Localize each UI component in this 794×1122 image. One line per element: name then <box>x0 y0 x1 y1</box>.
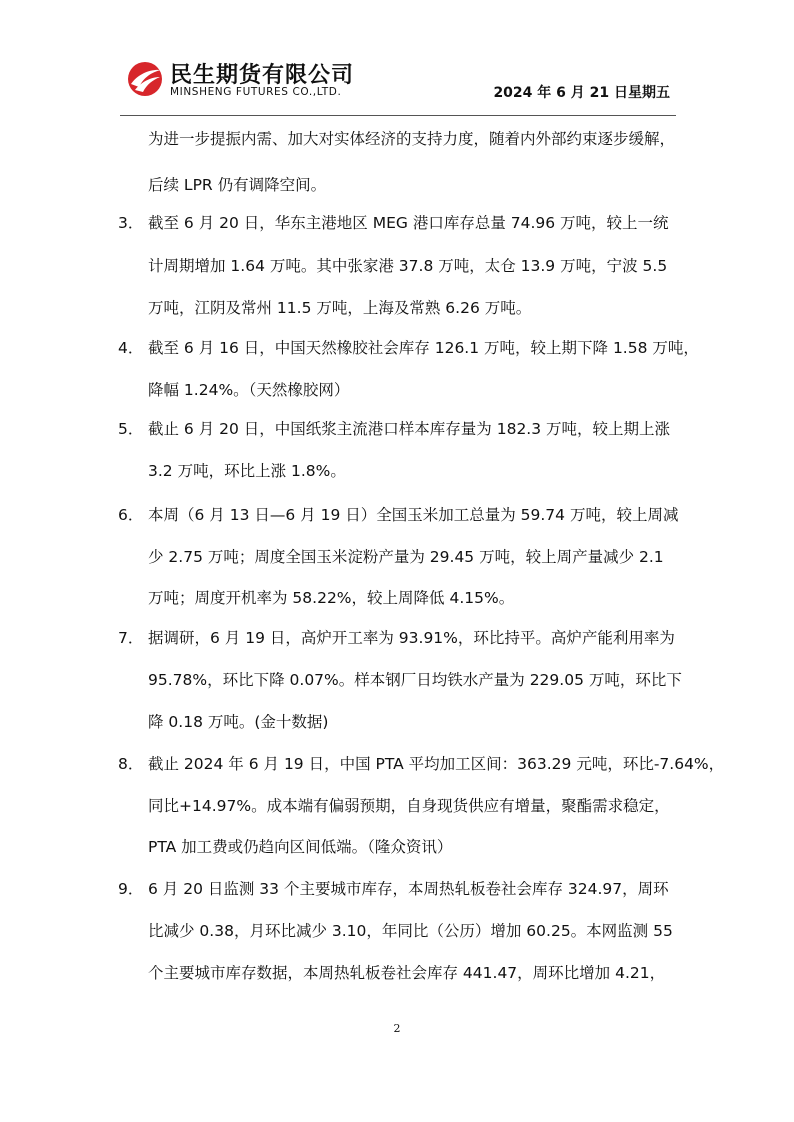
text-line: 后续 LPR 仍有调降空间。 <box>148 176 327 194</box>
text-line: 降 0.18 万吨。(金十数据) <box>148 713 329 731</box>
text-line: 比减少 0.38，月环比减少 3.10，年同比（公历）增加 60.25。本网监测 55 <box>148 922 673 940</box>
list-text: 截至 6 月 16 日，中国天然橡胶社会库存 126.1 万吨，较上期下降 1.58 万吨， <box>148 339 699 357</box>
text-line: 个主要城市库存数据，本周热轧板卷社会库存 441.47，周环比增加 4.21， <box>148 964 666 982</box>
text-line: 万吨；周度开机率为 58.22%，较上周降低 4.15%。 <box>148 589 515 607</box>
list-text: 截至 6 月 20 日，华东主港地区 MEG 港口库存总量 74.96 万吨，较上一统 <box>148 214 669 232</box>
minsheng-swoosh-logo-icon <box>126 60 164 98</box>
list-number: 8． <box>118 755 144 773</box>
report-date: 2024 年 6 月 21 日星期五 <box>493 85 670 101</box>
header-divider <box>120 115 676 116</box>
text-line: 降幅 1.24%。（天然橡胶网） <box>148 381 350 399</box>
list-number: 7． <box>118 629 144 647</box>
text-line: 3.2 万吨，环比上涨 1.8%。 <box>148 462 346 480</box>
list-number: 4． <box>118 339 144 357</box>
text-line: 95.78%，环比下降 0.07%。样本钢厂日均铁水产量为 229.05 万吨，环比下 <box>148 671 682 689</box>
text-line: PTA 加工费或仍趋向区间低端。（隆众资讯） <box>148 838 453 856</box>
list-text: 据调研，6 月 19 日，高炉开工率为 93.91%，环比持平。高炉产能利用率为 <box>148 629 675 647</box>
text-line: 为进一步提振内需、加大对实体经济的支持力度，随着内外部约束逐步缓解， <box>148 130 676 148</box>
list-text: 6 月 20 日监测 33 个主要城市库存，本周热轧板卷社会库存 324.97，周环 <box>148 880 669 898</box>
list-number: 9． <box>118 880 144 898</box>
text-line: 计周期增加 1.64 万吨。其中张家港 37.8 万吨，太仓 13.9 万吨，宁波 5.5 <box>148 257 668 275</box>
text-line: 少 2.75 万吨；周度全国玉米淀粉产量为 29.45 万吨，较上周产量减少 2.1 <box>148 548 664 566</box>
text-line: 万吨，江阴及常州 11.5 万吨，上海及常熟 6.26 万吨。 <box>148 299 532 317</box>
page-number: 2 <box>393 1022 401 1035</box>
company-name-cn: 民生期货有限公司 <box>170 63 355 88</box>
page-header <box>120 56 676 118</box>
list-text: 截止 6 月 20 日，中国纸浆主流港口样本库存量为 182.3 万吨，较上期上涨 <box>148 420 671 438</box>
text-line: 同比+14.97%。成本端有偏弱预期，自身现货供应有增量，聚酯需求稳定， <box>148 797 670 815</box>
list-number: 3． <box>118 214 144 232</box>
list-text: 截止 2024 年 6 月 19 日，中国 PTA 平均加工区间：363.29 元吨，环比-7.64%， <box>148 755 725 773</box>
list-text: 本周（6 月 13 日—6 月 19 日）全国玉米加工总量为 59.74 万吨，较上周减 <box>148 506 679 524</box>
list-number: 5． <box>118 420 144 438</box>
company-logo <box>126 56 376 104</box>
list-number: 6． <box>118 506 144 524</box>
company-name-en: MINSHENG FUTURES CO.,LTD. <box>170 86 342 98</box>
